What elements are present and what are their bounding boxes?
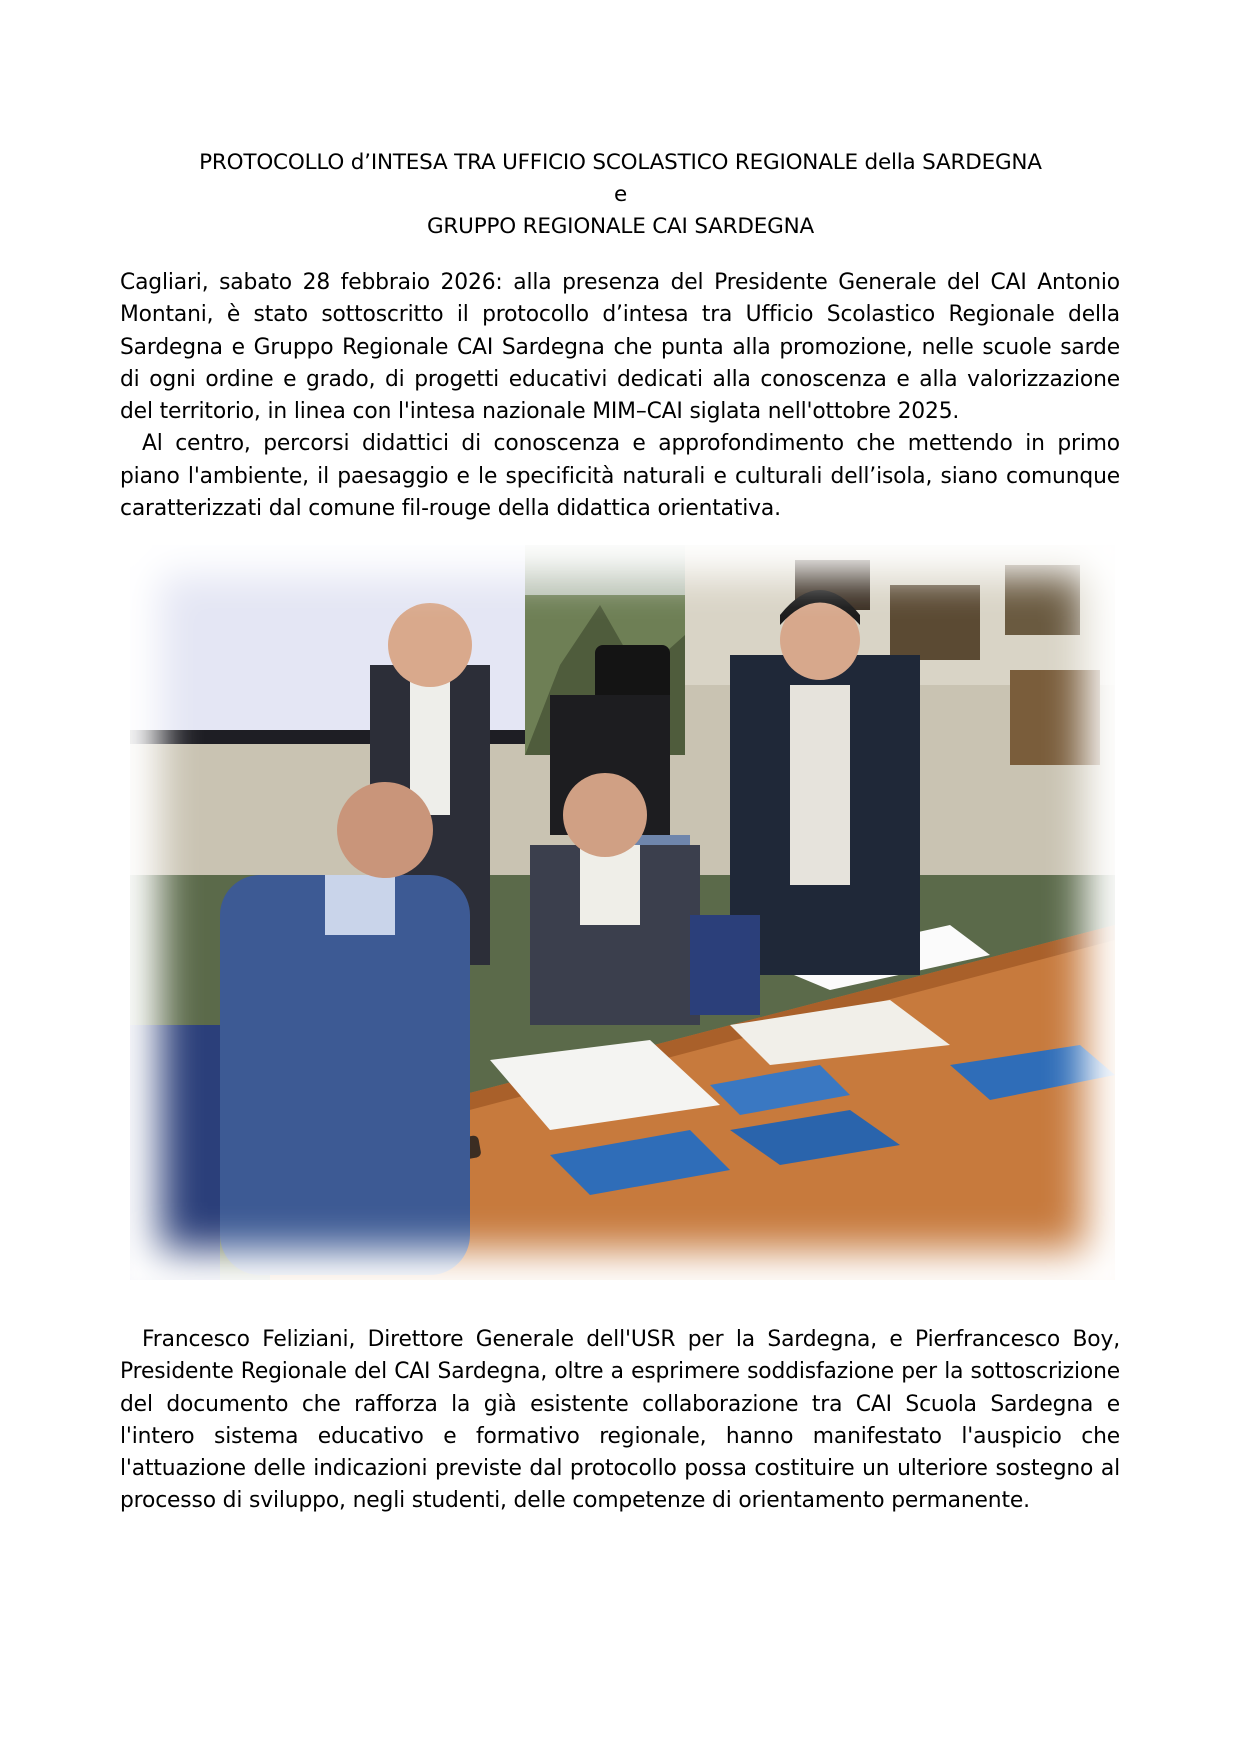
title-line-1: PROTOCOLLO d’INTESA TRA UFFICIO SCOLASTICO REGIONALE della SARDEGNA	[199, 150, 1042, 175]
paragraph-intro: Cagliari, sabato 28 febbraio 2026: alla presenza del Presidente Generale del CAI Antonio Montani, è stato sottoscritto il protocollo d’intesa tra Ufficio Scolastico Regionale della Sardegna e Gruppo Regionale CAI Sardegna che punta alla promozione, nelle scuole sarde di ogni ordine e grado, di progetti educativi dedicati alla conoscenza e alla valorizzazione del territorio, in linea con l'intesa nazionale MIM–CAI siglata nell'ottobre 2025.	[120, 270, 1120, 425]
paragraph-center: Al centro, percorsi didattici di conoscenza e approfondimento che mettendo in primo piano l'ambiente, il paesaggio e le specificità naturali e culturali dell’isola, siano comunque caratterizzati dal comune fil-rouge della didattica orientativa.	[120, 431, 1120, 522]
intro-text	[120, 267, 1120, 525]
signing-photo	[130, 545, 1115, 1280]
title-line-2: e	[613, 182, 628, 207]
paragraph-closing: Francesco Feliziani, Direttore Generale dell'USR per la Sardegna, e Pierfrancesco Boy, Presidente Regionale del CAI Sardegna, oltre a esprimere soddisfazione per la sottoscrizione del documento che rafforza la già esistente collaborazione tra CAI Scuola Sardegna e l'intero sistema educativo e formativo regionale, hanno manifestato l'auspicio che l'attuazione delle indicazioni previste dal protocollo possa costituire un ulteriore sostegno al processo di sviluppo, negli studenti, delle competenze di orientamento permanente.	[120, 1327, 1120, 1514]
document-title	[120, 147, 1121, 243]
title-line-3: GRUPPO REGIONALE CAI SARDEGNA	[426, 214, 815, 239]
closing-text	[120, 1324, 1120, 1518]
